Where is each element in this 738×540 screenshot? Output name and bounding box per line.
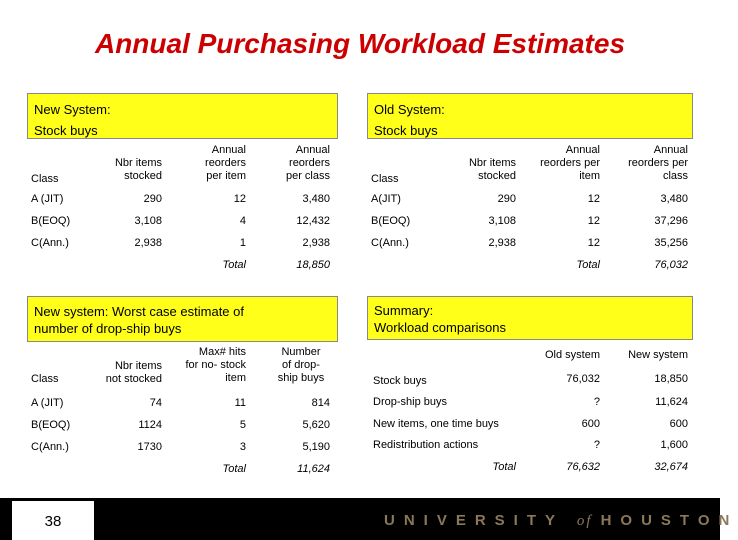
summary-row-label: Drop-ship buys (373, 396, 447, 408)
col-header-class: Class (371, 173, 399, 185)
total-label: Total (222, 259, 246, 271)
table-cell: 5,620 (302, 419, 330, 431)
table-cell: 5,190 (302, 441, 330, 453)
table-cell: 11 (234, 397, 246, 409)
summary-heading-line2: Workload comparisons (374, 320, 506, 335)
old-system-heading-line1: Old System: (374, 102, 445, 117)
col-header-annual-per-item: Annual reorders per item (540, 144, 600, 182)
page-number: 38 (44, 513, 62, 530)
summary-heading (367, 296, 693, 340)
table-cell: 3 (239, 441, 246, 453)
col-header-annual-per-class: Annual reorders per class (628, 144, 688, 182)
table-cell: 2,938 (302, 237, 330, 249)
col-header-old-system: Old system (544, 349, 600, 361)
col-header-nbr-items: Nbr items not stocked (105, 360, 162, 385)
col-header-class: Class (31, 173, 59, 185)
col-header-number: Number of drop- ship buys (277, 346, 325, 384)
new-system-heading-line1: New System: (34, 102, 111, 117)
col-header-annual-per-class: Annual reorders per class (285, 144, 330, 182)
col-header-annual-per-item: Annual reorders per item (205, 144, 246, 182)
col-header-nbr-items: Nbr items stocked (114, 157, 162, 182)
drop-ship-heading-line2: number of drop-ship buys (34, 321, 182, 336)
table-cell: 3,108 (134, 215, 162, 227)
drop-ship-heading (27, 296, 338, 342)
total-label: Total (576, 259, 600, 271)
table-cell: 12,432 (296, 215, 330, 227)
table-row-class: A (JIT) (31, 397, 64, 409)
table-cell: 290 (497, 193, 516, 205)
table-cell: 5 (239, 419, 246, 431)
summary-row-label: New items, one time buys (373, 418, 499, 430)
new-system-heading-line2: Stock buys (34, 123, 98, 138)
table-cell: 12 (233, 193, 246, 205)
table-cell: 2,938 (488, 237, 516, 249)
new-system-heading (27, 93, 338, 139)
houston-word: HOUSTON (600, 512, 738, 529)
col-header-class: Class (31, 373, 59, 385)
col-header-new-system: New system (628, 349, 688, 361)
total-value: 11,624 (297, 463, 330, 475)
table-cell: ? (593, 439, 600, 451)
table-cell: 37,296 (654, 215, 688, 227)
total-value: 18,850 (296, 259, 330, 271)
university-word: UNIVERSITY (384, 512, 564, 529)
table-cell: 1730 (137, 441, 162, 453)
table-row-class: C(Ann.) (371, 237, 409, 249)
table-cell: 3,108 (488, 215, 516, 227)
page-title: Annual Purchasing Workload Estimates (94, 28, 626, 59)
col-header-max-hits: Max# hits for no- stock item (185, 346, 246, 384)
table-row-class: C(Ann.) (31, 237, 69, 249)
table-cell: 35,256 (654, 237, 688, 249)
total-old-value: 76,632 (566, 461, 600, 473)
table-cell: 290 (143, 193, 162, 205)
total-value: 76,032 (654, 259, 688, 271)
summary-row-label: Redistribution actions (373, 439, 479, 451)
table-row-class: B(EOQ) (31, 215, 71, 227)
table-row-class: B(EOQ) (371, 215, 411, 227)
total-new-value: 32,674 (654, 461, 688, 473)
col-header-nbr-items: Nbr items stocked (468, 157, 516, 182)
table-cell: 12 (587, 215, 600, 227)
total-label: Total (492, 461, 516, 473)
table-cell: 18,850 (654, 373, 688, 385)
table-cell: 814 (311, 397, 330, 409)
university-logo-text (384, 512, 738, 530)
table-cell: ? (593, 396, 600, 408)
drop-ship-heading-line1: New system: Worst case estimate of (34, 304, 244, 319)
table-row-class: B(EOQ) (31, 419, 71, 431)
table-cell: 3,480 (660, 193, 688, 205)
table-cell: 4 (239, 215, 246, 227)
table-cell: 11,624 (655, 396, 688, 408)
table-cell: 76,032 (566, 373, 600, 385)
table-cell: 1,600 (660, 439, 688, 451)
table-cell: 600 (669, 418, 688, 430)
page-number-box (12, 501, 94, 540)
table-cell: 74 (149, 397, 162, 409)
table-cell: 600 (581, 418, 600, 430)
table-row-class: A(JIT) (371, 193, 401, 205)
table-cell: 3,480 (302, 193, 330, 205)
table-row-class: A (JIT) (31, 193, 64, 205)
summary-row-label: Stock buys (373, 375, 427, 387)
old-system-heading (367, 93, 693, 139)
old-system-heading-line2: Stock buys (374, 123, 438, 138)
table-cell: 2,938 (134, 237, 162, 249)
table-row-class: C(Ann.) (31, 441, 69, 453)
table-cell: 1 (239, 237, 246, 249)
total-label: Total (222, 463, 246, 475)
table-cell: 12 (587, 237, 600, 249)
table-cell: 1124 (138, 419, 162, 431)
of-word: of (576, 513, 593, 529)
table-cell: 12 (587, 193, 600, 205)
summary-heading-line1: Summary: (374, 303, 434, 318)
